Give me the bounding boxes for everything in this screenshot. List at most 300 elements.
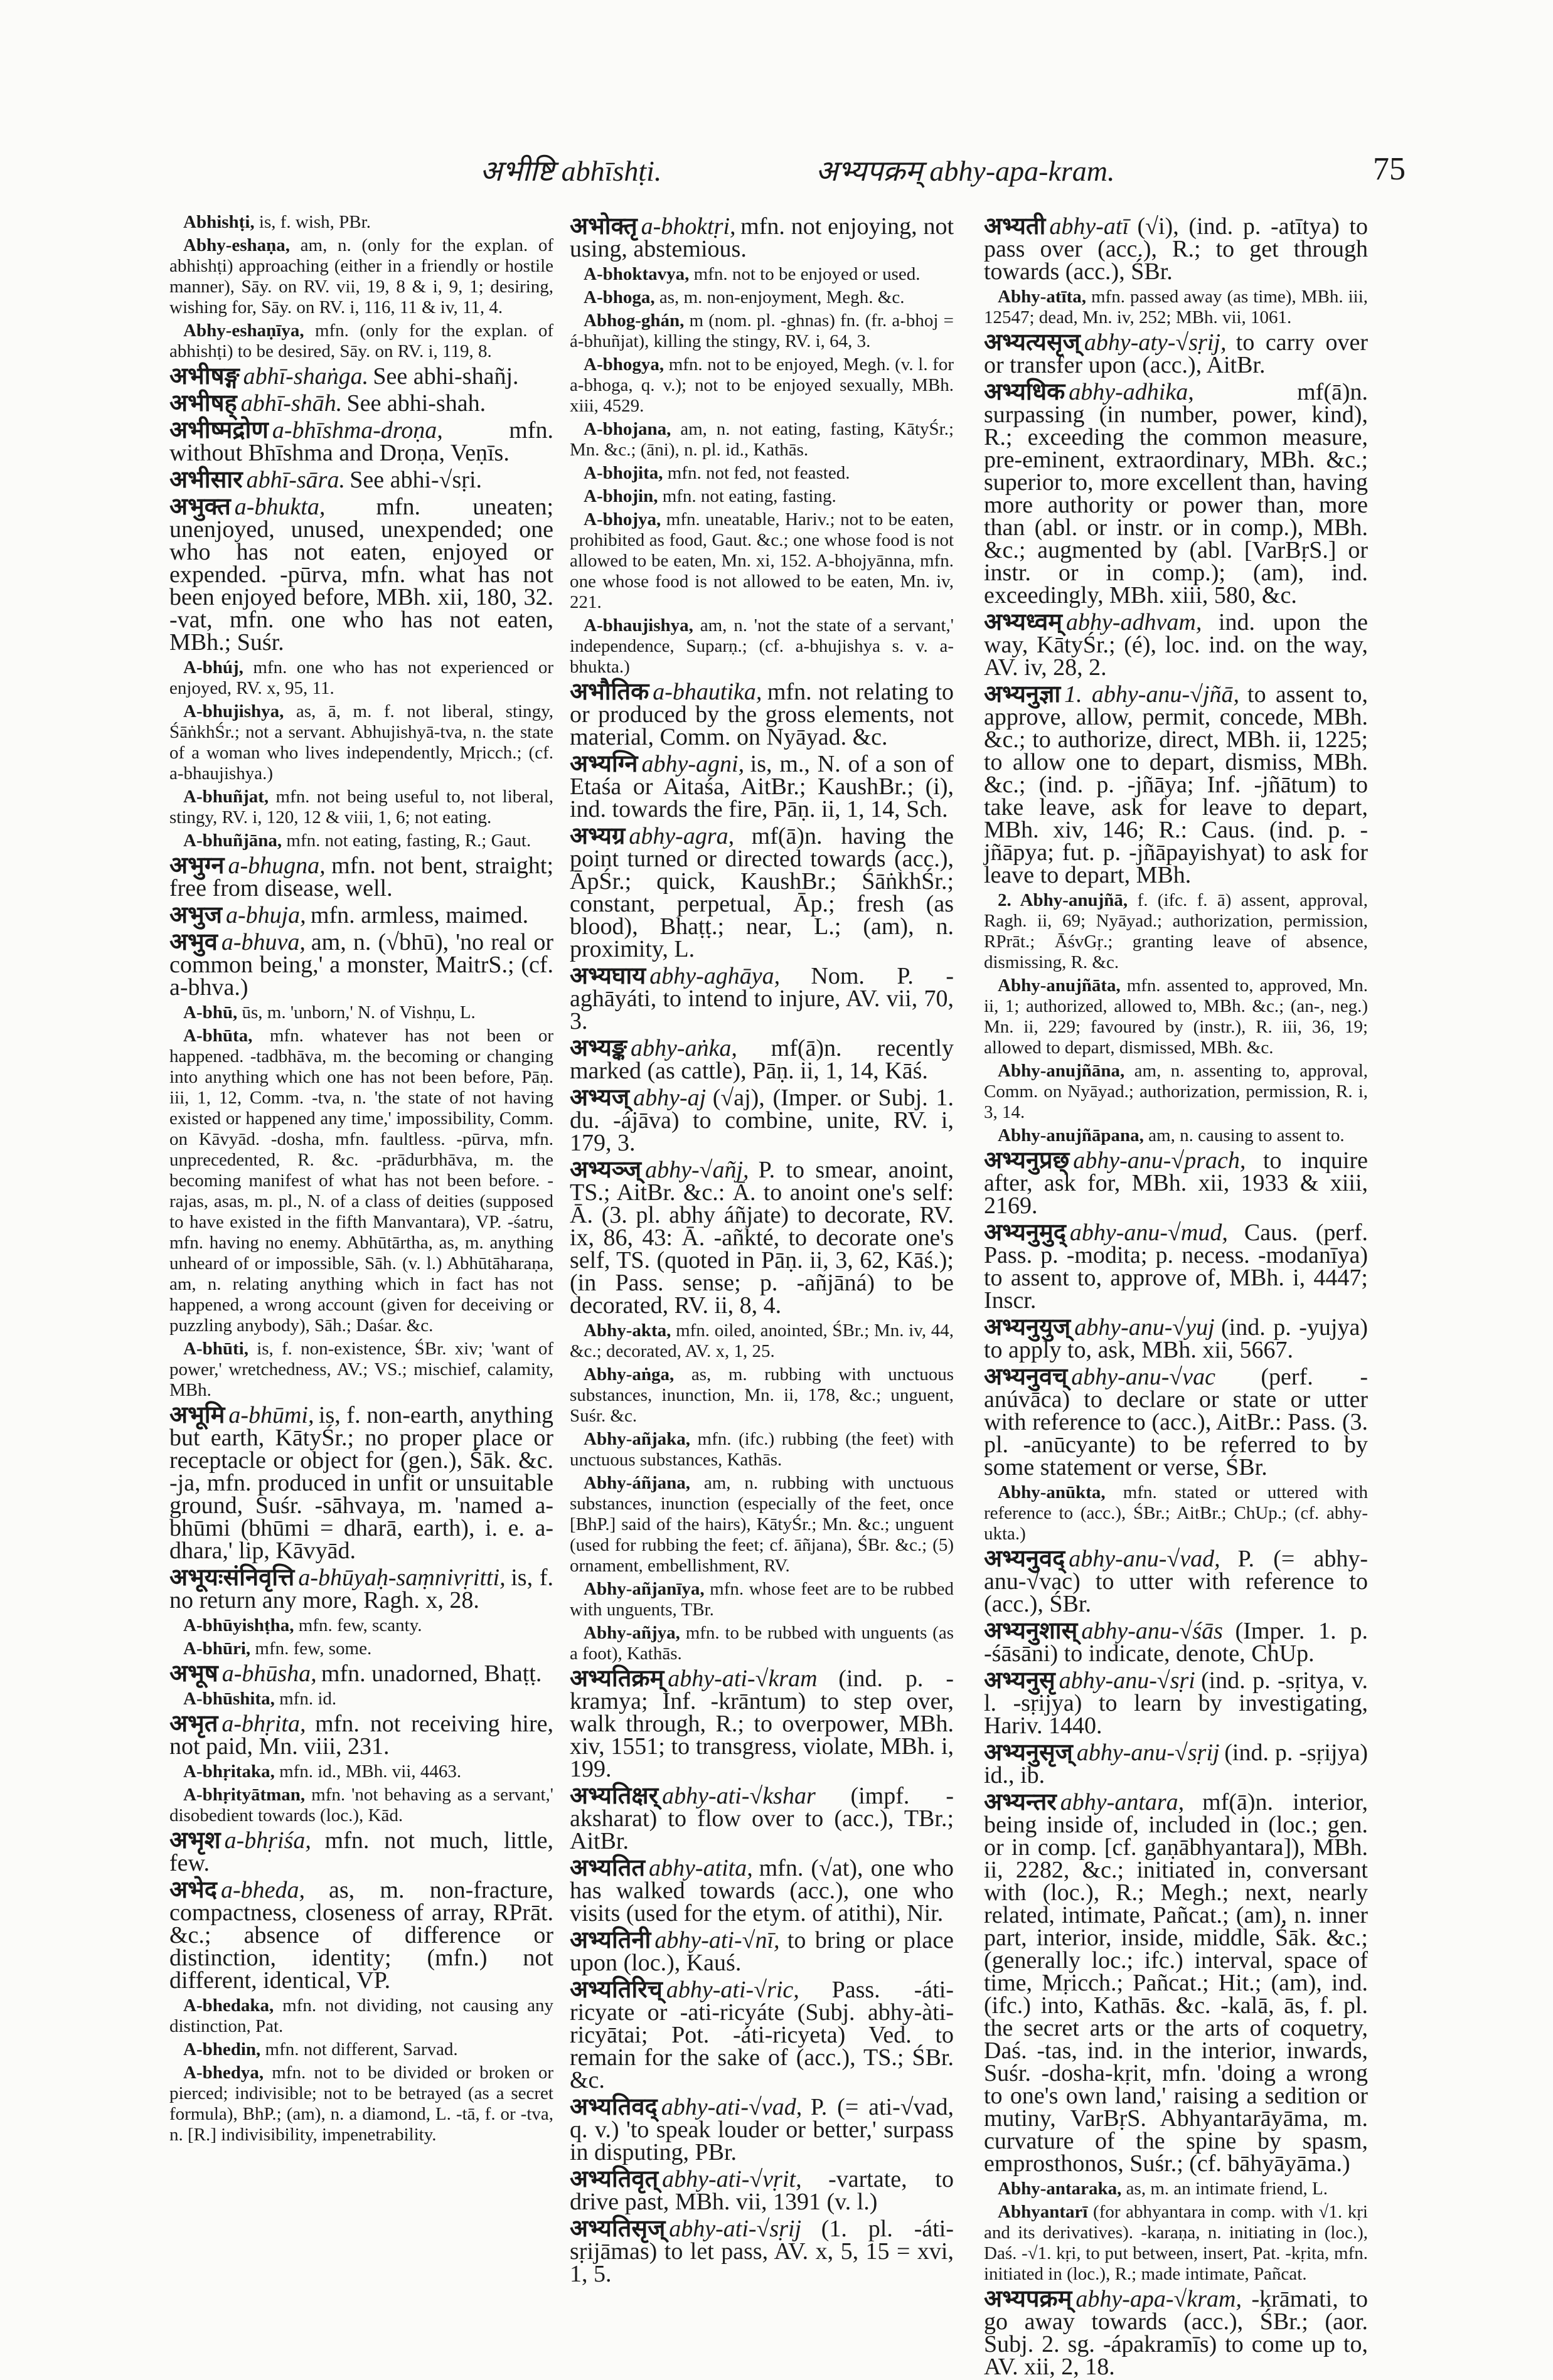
sub-entry — [570, 419, 954, 460]
devanagari-headword: अभ्यनुज्ञा — [984, 680, 1061, 708]
main-entry — [984, 1313, 1369, 1363]
sub-headword: A-bhoga, — [584, 287, 655, 307]
main-entry — [570, 822, 954, 962]
sub-headword: Abhy-akta, — [584, 1320, 671, 1341]
definition-text: mfn. 'not behaving as a servant,' disobedient towards (loc.), Kād. — [169, 1785, 554, 1825]
sub-headword: Abhy-añjanīya, — [584, 1579, 705, 1599]
transliteration: abhy-adhika, — [1069, 379, 1194, 405]
transliteration: abhy-apa-√kram, — [1075, 2286, 1242, 2312]
main-entry — [570, 2093, 954, 2165]
main-entry — [984, 2285, 1368, 2380]
column-1 — [169, 212, 553, 2144]
page-number: 75 — [1373, 151, 1406, 187]
sub-headword: Abhy-áñjana, — [584, 1473, 691, 1493]
sub-headword: A-bhūri, — [183, 1639, 251, 1659]
devanagari-headword: अभेद — [169, 1876, 217, 1903]
definition-text: mfn. few, some. — [255, 1639, 372, 1659]
definition-text: mfn. not being useful to, not liberal, stingy, RV. i, 120, 12 & viii, 1, 6; not eating. — [169, 787, 553, 827]
transliteration: abhy-agni, — [641, 751, 745, 777]
sub-headword: A-bhedaka, — [183, 1995, 274, 2016]
sub-headword: A-bhūyishṭha, — [183, 1615, 294, 1635]
sub-headword: A-bhúj, — [183, 657, 243, 677]
main-entry — [169, 1563, 554, 1613]
transliteration: a-bhuja, — [225, 902, 306, 928]
devanagari-headword: अभीषङ्ग — [169, 362, 240, 390]
transliteration: abhī-sāra. — [246, 467, 345, 493]
transliteration: a-bhautika, — [653, 679, 762, 705]
definition-text: mfn. not eating, fasting. — [662, 486, 836, 506]
transliteration: a-bhṛita, — [221, 1711, 306, 1737]
devanagari-headword: अभ्यतिनी — [570, 1926, 651, 1953]
main-entry — [570, 1664, 954, 1782]
definition-text: mfn. to be rubbed with unguents (as a foot), Kathās. — [570, 1623, 954, 1664]
sub-entry — [570, 264, 954, 285]
devanagari-headword: अभ्यग्र — [570, 822, 626, 849]
sub-headword: A-bhūti, — [183, 1339, 248, 1359]
sub-headword: A-bhogya, — [584, 354, 664, 375]
definition-text: (√aj), (Imper. or Subj. 1. du. -ájāva) to combine, unite, RV. i, 179, 3. — [570, 1085, 954, 1156]
devanagari-headword: अभीसार — [169, 465, 243, 493]
definition-text: (ind. p. -sṛitya, v. l. -sṛijya) to learn by investigating, Hariv. 1440. — [984, 1667, 1369, 1739]
transliteration: a-bhoktṛi, — [641, 213, 736, 240]
definition-text: m (nom. pl. -ghnas) fn. (fr. a-bhoj = á-bhuñjat), killing the stingy, RV. i, 64, 3. — [570, 311, 954, 351]
devanagari-headword: अभ्यत्यसृज् — [984, 328, 1081, 356]
definition-text: mfn. (√at), one who has walked towards (acc.), one who visits (used for the etym. of atithi), Nir. — [570, 1855, 954, 1926]
sub-entry — [169, 2063, 553, 2145]
sub-entry — [169, 657, 553, 699]
main-entry — [169, 901, 553, 928]
devanagari-headword: अभ्यङ्क — [570, 1034, 627, 1061]
transliteration: abhy-ati-√kshar — [662, 1783, 816, 1809]
main-entry — [984, 328, 1368, 378]
transliteration: abhy-anu-√sṛi — [1059, 1667, 1195, 1694]
sub-headword: A-bhūshita, — [183, 1689, 275, 1709]
transliteration: abhy-adhvam, — [1066, 609, 1202, 635]
transliteration: abhy-atita, — [649, 1855, 753, 1881]
transliteration: abhy-ati-√sṛij — [669, 2216, 802, 2242]
definition-text: mfn. whose feet are to be rubbed with unguents, TBr. — [570, 1579, 954, 1620]
sub-entry — [570, 287, 954, 308]
transliteration: abhy-agra, — [629, 823, 735, 849]
definition-text: mfn. (ifc.) rubbing (the feet) with unctuous substances, Kathās. — [570, 1429, 954, 1470]
devanagari-headword: अभ्यज् — [570, 1083, 630, 1111]
sub-headword: A-bhṛitaka, — [183, 1761, 275, 1782]
sub-entry — [169, 1761, 553, 1782]
definition-text: mfn. not much, little, few. — [169, 1827, 553, 1876]
definition-text: ūs, m. 'unborn,' N. of Vishṇu, L. — [242, 1002, 476, 1023]
main-entry — [984, 1788, 1369, 2177]
main-entry — [169, 416, 553, 466]
definition-text: mfn. one who has not experienced or enjoyed, RV. x, 95, 11. — [169, 657, 553, 698]
sub-entry — [570, 615, 954, 677]
definition-text: (perf. -anúvāca) to declare or state or utter with reference to (acc.), AitBr.: Pass. (3. pl. -anūcyante) to be referred to by some statement or verse, ŚBr. — [984, 1364, 1369, 1480]
sub-entry — [570, 1623, 954, 1664]
main-entry — [570, 2214, 954, 2287]
transliteration: a-bhṛiśa, — [224, 1827, 311, 1854]
devanagari-headword: अभ्यतिवद् — [570, 2093, 658, 2120]
sub-entry — [570, 509, 954, 613]
sub-headword: Abhyantarī — [998, 2202, 1088, 2222]
devanagari-headword: अभ्यनुमुद् — [984, 1218, 1066, 1246]
main-entry — [570, 1782, 954, 1854]
sub-entry — [570, 1473, 954, 1576]
sub-headword: A-bhujishya, — [183, 701, 284, 721]
sub-entry — [570, 311, 954, 352]
sub-headword: 2. Abhy-anujñā, — [998, 890, 1128, 910]
devanagari-headword: अभ्यनुसृज् — [984, 1738, 1073, 1766]
header-left-guide-word: अभीष्टि abhīshṭi. — [480, 155, 662, 187]
definition-text: mfn. not to be divided or broken or pierced; indivisible; not to be betrayed (as a secret formula), BhP.; (am), n. a diamond, L. -tā, f. or -tva, n. [R.] indivisibility, impenetrability. — [169, 2063, 553, 2145]
transliteration: a-bhīshma-droṇa, — [272, 417, 443, 444]
sub-entry — [169, 1339, 553, 1401]
transliteration: abhy-ati-√kram — [668, 1665, 818, 1692]
definition-text: is, f. non-earth, anything but earth, KātyŚr.; no proper place or receptacle or object for (gen.), Śāk. &c. -ja, mfn. produced in unfit or unsuitable ground, Suśr. -sāhvaya, m. 'named a-bhūmi (bhūmi = dharā, earth), i. e. a-dhara,' lip, Kāvyād. — [169, 1402, 553, 1564]
devanagari-headword: अभृश — [169, 1826, 221, 1854]
sub-entry — [169, 831, 553, 851]
main-entry — [169, 1401, 553, 1564]
definition-text: mfn. not to be enjoyed or used. — [693, 264, 921, 284]
sub-headword: A-bhedya, — [183, 2063, 264, 2083]
sub-entry — [169, 1615, 553, 1636]
header-right-guide-word: अभ्यपक्रम् abhy-apa-kram. — [816, 155, 1115, 187]
sub-entry — [169, 1002, 553, 1023]
transliteration: abhy-ati-√vṛit, — [662, 2166, 802, 2192]
sub-headword: Abhy-anujñāna, — [998, 1061, 1125, 1081]
definition-text: mfn. passed away (as time), MBh. iii, 12547; dead, Mn. iv, 252; MBh. vii, 1061. — [984, 287, 1369, 327]
sub-headword: Abhog-ghán, — [584, 311, 685, 331]
definition-text: mfn. unadorned, Bhaṭṭ. — [321, 1660, 542, 1687]
definition-text: Nom. P. -aghāyáti, to intend to injure, AV. vii, 70, 3. — [570, 963, 954, 1034]
definition-text: mfn. whatever has not been or happened. -tadbhāva, m. the becoming or changing into anything which one has not been before, Pāṇ. iii, 1, 12, Comm. -tva, n. 'the state of not having existed or happened any time,' impossibility, Comm. on Kāvyād. -dosha, mfn. faultless. -pūrva, mfn. unprecedented, R. &c. -prādurbhāva, m. the becoming manifest of what has not been before. -rajas, asas, m. pl., N. of a class of deities (supposed to have existed in the fifth Manvantara), VP. -śatru, mfn. having no enemy. Abhūtārtha, as, m. anything unheard of or impossible, Sāh. (v. l.) Abhūtāharaṇa, am, n. relating anything which in fact has not happened, a wrong account (given for deceiving or puzzling anybody), Sāh.; Daśar. &c. — [169, 1026, 554, 1336]
devanagari-headword: अभुक्त — [169, 492, 231, 520]
sub-headword: A-bhuñjat, — [183, 787, 269, 807]
definition-text: to assent to, approve, allow, permit, concede, MBh. &c.; to authorize, direct, MBh. ii, 1225; to allow one to depart, dismiss, MBh. &c.; (ind. p. -jñāya; Inf. -jñātum) to take leave, ask for leave to depart, MBh. xiv, 146; R.: Caus. (ind. p. -jñāpya; fut. p. -jñāpayishyat) to ask for leave to depart, MBh. — [984, 681, 1368, 888]
transliteration: abhy-aty-√sṛij, — [1084, 329, 1227, 356]
definition-text: mfn. oiled, anointed, ŚBr.; Mn. iv, 44, &c.; decorated, AV. x, 1, 25. — [570, 1320, 954, 1361]
sub-headword: Abhy-aṅga, — [584, 1364, 675, 1384]
definition-text: to inquire after, ask for, MBh. xii, 1933 & xiii, 2169. — [984, 1147, 1368, 1219]
sub-entry — [570, 1320, 954, 1362]
sub-entry — [984, 975, 1368, 1058]
sub-entry — [570, 1579, 954, 1620]
sub-headword: A-bhedin, — [183, 2039, 261, 2059]
main-entry — [570, 1155, 954, 1319]
sub-headword: A-bhṛityātman, — [183, 1785, 306, 1805]
transliteration: a-bhūmi, — [228, 1402, 314, 1428]
transliteration: abhī-shāh. — [240, 390, 343, 417]
devanagari-headword: अभ्यतिवृत् — [570, 2165, 659, 2192]
sub-headword: A-bhaujishya, — [584, 615, 693, 635]
main-entry — [570, 750, 954, 822]
main-entry — [570, 962, 954, 1034]
definition-text: am, n. (only for the explan. of abhishṭi) approaching (either in a friendly or hostile manner), Sāy. on RV. vii, 19, 8 & i, 9, 1; desiring, wishing for, Sāy. on RV. i, 116, 11 & iv, 11, 4. — [169, 235, 553, 317]
sub-headword: A-bhoktavya, — [584, 264, 690, 284]
definition-text: -krāmati, to go away towards (acc.), ŚBr.; (aor. Subj. 2. sg. -ápakramīs) to come up to, AV. xii, 2, 18. — [984, 2286, 1368, 2380]
main-entry — [984, 1544, 1369, 1617]
definition-text: (√i), (ind. p. -atītya) to pass over (acc.), R.; to get through towards (acc.), ŚBr. — [984, 213, 1368, 285]
main-entry — [570, 212, 954, 262]
definition-text: P. to smear, anoint, TS.; AitBr. &c.: Ā. to anoint one's self: Ā. (3. pl. abhy áñjate) to decorate, RV. ix, 86, 43: Ā. -añkté, to decorate one's self, TS. (quoted in Pāṇ. ii, 3, 62, Kāś.); (in Pass. sense; p. -añjāná) to be decorated, RV. ii, 8, 4. — [570, 1157, 954, 1319]
sub-headword: Abhy-añjaka, — [584, 1429, 691, 1449]
devanagari-headword: अभोक्तृ — [570, 212, 638, 240]
definition-text: (1. pl. -áti-sṛijāmas) to let pass, AV. x, 5, 15 = xvi, 1, 5. — [570, 2216, 954, 2287]
transliteration: abhy-ati-√ric, — [666, 1977, 799, 2003]
main-entry — [570, 1926, 954, 1976]
definition-text: mfn. not relating to or produced by the gross elements, not material, Comm. on Nyāyad. &c. — [570, 679, 954, 750]
sub-headword: Abhy-anujñāta, — [998, 975, 1121, 996]
devanagari-headword: अभीषह् — [169, 389, 237, 417]
devanagari-headword: अभूयःसंनिवृत्ति — [169, 1563, 295, 1591]
main-entry — [570, 1975, 954, 2093]
definition-text: am, n. rubbing with unctuous substances, inunction (especially of the feet, once [BhP.] said of the hairs), KātyŚr.; Mn. &c.; unguent (used for rubbing the feet; cf. āñjana), ŚBr. &c.; (5) ornament, embellishment, RV. — [570, 1473, 954, 1576]
main-entry — [169, 1826, 553, 1876]
transliteration: a-bheda, — [220, 1877, 305, 1903]
devanagari-headword: अभ्यपक्रम् — [984, 2285, 1072, 2312]
devanagari-headword: अभौतिक — [570, 677, 649, 705]
devanagari-headword: अभीष्मद्रोण — [169, 416, 269, 444]
transliteration: a-bhugna, — [228, 853, 326, 879]
main-entry — [169, 362, 553, 390]
transliteration: abhī-shaṅga. — [243, 363, 369, 390]
sub-headword: Abhy-añjya, — [584, 1623, 680, 1643]
transliteration: abhy-anu-√śās — [1081, 1618, 1223, 1644]
definition-text: mfn. not receiving hire, not paid, Mn. viii, 231. — [169, 1711, 553, 1760]
definition-text: P. (= abhy-anu-√vac) to utter with reference to (acc.), ŚBr. — [984, 1546, 1369, 1617]
definition-text: (for abhyantara in comp. with √1. kṛi and its derivatives). -karaṇa, n. initiating in (loc.), Daś. -√1. kṛi, to put between, insert, Pat. -kṛita, mfn. initiated in (loc.), R.; made intimate, Pañcat. — [984, 2202, 1368, 2284]
transliteration: abhy-aj — [633, 1085, 707, 1111]
transliteration: abhy-anu-√vac — [1071, 1364, 1215, 1390]
transliteration: abhy-√añj, — [645, 1157, 749, 1183]
main-entry — [570, 1083, 954, 1156]
main-entry — [984, 212, 1368, 285]
definition-text: mfn. not eating, fasting, R.; Gaut. — [286, 831, 531, 851]
definition-text: mfn. armless, maimed. — [310, 902, 529, 928]
definition-text: mfn. not enjoying, not using, abstemious. — [570, 213, 954, 262]
devanagari-headword: अभूष — [169, 1659, 218, 1687]
devanagari-headword: अभ्यती — [984, 212, 1046, 240]
transliteration: abhy-anu-√vad, — [1069, 1546, 1220, 1572]
devanagari-headword: अभ्यनुप्रछ् — [984, 1146, 1070, 1174]
main-entry — [570, 1854, 954, 1926]
sub-headword: A-bhūta, — [183, 1026, 253, 1046]
sub-headword: A-bhū, — [183, 1002, 238, 1023]
devanagari-headword: अभ्यघाय — [570, 962, 646, 989]
main-entry — [570, 2165, 954, 2215]
main-entry — [984, 1218, 1368, 1314]
transliteration: abhy-anu-√mud, — [1069, 1219, 1228, 1246]
main-entry — [169, 851, 554, 901]
definition-text: (Imper. 1. p. -śāsāni) to indicate, denote, ChUp. — [984, 1618, 1369, 1667]
devanagari-headword: अभ्यतित — [570, 1854, 646, 1881]
devanagari-headword: अभुज — [169, 901, 222, 928]
sub-headword: A-bhojana, — [584, 419, 671, 439]
sub-headword: Abhy-antaraka, — [998, 2179, 1122, 2199]
sub-entry — [570, 463, 954, 484]
definition-text: mfn. not fed, not feasted. — [667, 463, 850, 483]
transliteration: a-bhukta, — [234, 494, 326, 520]
devanagari-headword: अभ्यञ्ज् — [570, 1155, 642, 1183]
definition-text: is, f. no return any more, Ragh. x, 28. — [169, 1565, 554, 1613]
definition-text: P. (= ati-√vad, q. v.) 'to speak louder or better,' surpass in disputing, PBr. — [570, 2094, 954, 2165]
devanagari-headword: अभ्यध्वम् — [984, 608, 1063, 635]
transliteration: abhy-aṅka, — [630, 1035, 737, 1061]
devanagari-headword: अभ्यन्तर — [984, 1788, 1057, 1815]
definition-text: am, n. assenting to, approval, Comm. on Nyāyad.; authorization, permission, R. i, 3, 14. — [984, 1061, 1369, 1122]
main-entry — [984, 1666, 1369, 1739]
main-entry — [984, 608, 1368, 681]
definition-text: (impf. -aksharat) to flow over to (acc.), TBr.; AitBr. — [570, 1783, 954, 1854]
transliteration: abhy-aghāya, — [649, 963, 781, 989]
definition-text: -vartate, to drive past, MBh. vii, 1391 (v. l.) — [570, 2166, 954, 2215]
main-entry — [169, 1876, 553, 1994]
devanagari-headword: अभुग्न — [169, 851, 225, 879]
sub-entry — [570, 1364, 954, 1426]
transliteration: a-bhūyaḥ-saṃnivṛitti, — [298, 1565, 506, 1591]
main-entry — [984, 680, 1368, 888]
sub-entry — [169, 1785, 553, 1826]
main-entry — [984, 1738, 1368, 1788]
sub-entry — [984, 2179, 1368, 2199]
definition-text: mfn. uneaten; unenjoyed, unused, unexpended; one who has not eaten, enjoyed or expended. -pūrva, mfn. what has not been enjoyed before, MBh. xii, 180, 32. -vat, mfn. one who has not eaten, MBh.; Suśr. — [169, 494, 553, 656]
sub-entry — [984, 1482, 1368, 1544]
definition-text: f. (ifc. f. ā) assent, approval, Ragh. ii, 69; Nyāyad.; authorization, permission, RPrāt.; ĀśvGṛ.; granting leave of absence, dismissing, R. &c. — [984, 890, 1368, 972]
main-entry — [169, 465, 553, 493]
definition-text: ind. upon the way, KātyŚr.; (é), loc. ind. on the way, AV. iv, 28, 2. — [984, 609, 1368, 681]
sub-entry — [984, 2202, 1368, 2285]
definition-text: mf(ā)n. recently marked (as cattle), Pāṇ. ii, 1, 14, Kāś. — [570, 1035, 954, 1084]
definition-text: See abhi-shañj. — [373, 363, 519, 390]
sub-entry — [570, 1429, 954, 1470]
sub-entry — [169, 1026, 553, 1336]
devanagari-headword: अभ्यनुवद् — [984, 1544, 1065, 1572]
definition-text: (ind. p. -kramya; Inf. -krāntum) to step over, walk through, R.; to overpower, MBh. xiv, 1551; to transgress, violate, MBh. i, 199. — [570, 1665, 954, 1782]
transliteration: abhy-anu-√sṛij — [1076, 1740, 1220, 1766]
main-entry — [984, 378, 1368, 608]
devanagari-headword: अभूमि — [169, 1401, 225, 1428]
definition-text: See abhi-√sṛi. — [350, 467, 483, 493]
sub-headword: A-bhojita, — [584, 463, 663, 483]
definition-text: mfn. id. — [279, 1689, 337, 1709]
transliteration: abhy-atī — [1049, 213, 1129, 240]
devanagari-headword: अभ्यतिसृज् — [570, 2214, 666, 2242]
devanagari-headword: अभ्यनुवच् — [984, 1363, 1068, 1390]
devanagari-headword: अभ्यनुयुज् — [984, 1313, 1071, 1341]
devanagari-headword: अभुव — [169, 928, 218, 955]
column-2 — [570, 212, 954, 2287]
sub-entry — [169, 321, 553, 362]
main-entry — [984, 1617, 1369, 1667]
sub-headword: A-bhuñjāna, — [183, 831, 282, 851]
definition-text: mfn. uneatable, Hariv.; not to be eaten, prohibited as food, Gaut. &c.; one whose food is not allowed to be eaten, Mn. xi, 152. A-bhojyānna, mfn. one whose food is not allowed to be eaten, Mn. iv, 221. — [570, 509, 954, 612]
transliteration: abhy-ati-√vad, — [661, 2094, 803, 2120]
definition-text: mfn. stated or uttered with reference to (acc.), ŚBr.; AitBr.; ChUp.; (cf. abhy-ukta.) — [984, 1482, 1369, 1544]
sub-headword: Abhishṭi, — [183, 212, 255, 232]
column-3 — [984, 212, 1369, 2380]
transliteration: abhy-antara, — [1060, 1789, 1185, 1815]
transliteration: a-bhuva, — [221, 929, 306, 955]
main-entry — [169, 1659, 553, 1687]
definition-text: mf(ā)n. having the point turned or directed towards (acc.), ĀpŚr.; quick, KaushBr.; ŚāṅkhŚr.; constant, perpetual, Āp.; fresh (as blood), Bhaṭṭ.; near, L.; (am), n. proximity, L. — [570, 823, 954, 962]
transliteration: a-bhūsha, — [221, 1660, 317, 1687]
main-entry — [570, 677, 954, 750]
definition-text: (ind. p. -sṛijya) id., ib. — [984, 1740, 1368, 1788]
definition-text: mfn. not dividing, not causing any distinction, Pat. — [169, 1995, 553, 2036]
main-entry — [169, 928, 553, 1001]
definition-text: mf(ā)n. surpassing (in number, power, kind), R.; exceeding the common measure, pre-eminent, extraordinary, MBh. &c.; superior to, more excellent than, having more authority or power than, more than (abl. or instr. or in comp.), MBh. &c.; augmented by (abl. [VarBṛS.] or instr. or in comp.); (am), ind. exceedingly, MBh. xiii, 580, &c. — [984, 379, 1368, 608]
definition-text: mfn. not different, Sarvad. — [265, 2039, 458, 2059]
definition-text: is, f. wish, PBr. — [259, 212, 371, 232]
definition-text: as, m. an intimate friend, L. — [1126, 2179, 1328, 2199]
main-entry — [169, 1709, 553, 1760]
definition-text: am, n. (√bhū), 'no real or common being,' a monster, MaitrS.; (cf. a-bhva.) — [169, 929, 553, 1001]
definition-text: as, m. rubbing with unctuous substances, inunction, Mn. ii, 178, &c.; unguent, Suśr. &c. — [570, 1364, 954, 1426]
transliteration: 1. abhy-anu-√jñā, — [1064, 681, 1240, 708]
transliteration: abhy-anu-√prach, — [1073, 1147, 1246, 1174]
sub-entry — [984, 1125, 1368, 1146]
devanagari-headword: अभ्यनुसृ — [984, 1666, 1055, 1694]
definition-text: Caus. (perf. Pass. p. -modita; p. necess. -modanīya) to assent to, approve of, MBh. i, 4447; Inscr. — [984, 1219, 1368, 1314]
sub-headword: Abhy-anūkta, — [998, 1482, 1106, 1502]
devanagari-headword: अभ्यतिरिच् — [570, 1975, 663, 2003]
devanagari-headword: अभ्यतिक्रम् — [570, 1664, 664, 1692]
definition-text: mfn. not to be enjoyed, Megh. (v. l. for a-bhoga, q. v.); not to be enjoyed sexually, MBh. xiii, 4529. — [570, 354, 954, 416]
sub-headword: Abhy-anujñāpana, — [998, 1125, 1144, 1145]
definition-text: mf(ā)n. interior, being inside of, included in (loc.; gen. or in comp. [cf. gaṇābhyantara]), MBh. ii, 2282, &c.; initiated in, conversant with (loc.), R.; Megh.; next, nearly related, intimate, Pañcat.; (am), n. inner part, interior, inside, middle, Śāk. &c.; (generally loc.; ifc.) interval, space of time, Mṛicch.; Pañcat.; Hit.; (am), ind. (ifc.) into, Kathās. &c. -kalā, ās, f. pl. the secret arts or the arts of coquetry, Daś. -tas, ind. in the interior, inwards, Suśr. -dosha-kṛit, mfn. 'doing a wrong to one's own land,' raising a sedition or mutiny, VarBṛS. Abhyantarāyāma, m. curvature of the spine by spasm, emprosthonos, Suśr.; (cf. bāhyāyāma.) — [984, 1789, 1369, 2177]
sub-entry — [984, 287, 1368, 328]
main-entry — [169, 492, 553, 656]
main-entry — [570, 1034, 954, 1084]
definition-text: mfn. assented to, approved, Mn. ii, 1; authorized, allowed to, MBh. &c.; (an-, neg.) Mn. ii, 229; favoured by (instr.), R. iii, 36, 19; allowed to depart, dismissed, MBh. &c. — [984, 975, 1369, 1058]
sub-entry — [169, 212, 553, 233]
sub-headword: A-bhojin, — [584, 486, 658, 506]
sub-entry — [169, 1639, 553, 1659]
sub-entry — [169, 1689, 553, 1709]
definition-text: as, m. non-fracture, compactness, closeness of array, RPrāt. &c.; absence of difference or distinction, identity; (mfn.) not different, identical, VP. — [169, 1877, 553, 1994]
definition-text: Pass. -áti-ricyate or -ati-ricyáte (Subj. abhy-àti-ricyātai; Pot. -áti-ricyeta) Ved. to remain for the sake of (acc.), TS.; ŚBr. &c. — [570, 1977, 954, 2093]
transliteration: abhy-ati-√nī, — [654, 1927, 780, 1953]
sub-entry — [169, 787, 553, 828]
running-header — [166, 151, 1406, 201]
definition-text: as, ā, m. f. not liberal, stingy, ŚāṅkhŚr.; not a servant. Abhujishyā-tva, n. the state of a woman who lives independently, Mṛicch.; (cf. a-bhaujishya.) — [169, 701, 554, 784]
devanagari-headword: अभृत — [169, 1709, 218, 1737]
devanagari-headword: अभ्यतिक्षर् — [570, 1782, 659, 1809]
sub-entry — [169, 701, 553, 784]
definition-text: am, n. 'not the state of a servant,' independence, Suparṇ.; (cf. a-bhujishya s. v. a-bhukta.) — [570, 615, 954, 677]
sub-entry — [984, 890, 1368, 973]
definition-text: mfn. few, scanty. — [298, 1615, 422, 1635]
definition-text: mfn. (only for the explan. of abhishṭi) to be desired, Sāy. on RV. i, 119, 8. — [169, 321, 553, 361]
definition-text: mfn. id., MBh. vii, 4463. — [279, 1761, 462, 1782]
sub-entry — [169, 1995, 553, 2037]
main-entry — [169, 389, 553, 417]
definition-text: to bring or place upon (loc.), Kauś. — [570, 1927, 954, 1976]
devanagari-headword: अभ्यधिक — [984, 378, 1065, 405]
sub-entry — [169, 2039, 553, 2060]
definition-text: mfn. without Bhīshma and Droṇa, Veṇīs. — [169, 417, 553, 466]
sub-headword: Abhy-eshaṇīya, — [183, 321, 304, 341]
sub-entry — [169, 235, 553, 318]
definition-text: (ind. p. -yujya) to apply to, ask, MBh. xii, 5667. — [984, 1314, 1369, 1363]
sub-entry — [984, 1061, 1368, 1123]
main-entry — [984, 1363, 1369, 1480]
definition-text: to carry over or transfer upon (acc.), AitBr. — [984, 329, 1368, 378]
definition-text: am, n. causing to assent to. — [1148, 1125, 1345, 1145]
devanagari-headword: अभ्यग्नि — [570, 750, 638, 777]
sub-headword: Abhy-eshaṇa, — [183, 235, 291, 255]
definition-text: is, m., N. of a son of Etaśa or Aitaśa, AitBr.; KaushBr.; (i), ind. towards the fire, Pāṇ. ii, 1, 14, Sch. — [570, 751, 954, 822]
definition-text: See abhi-shah. — [346, 390, 486, 417]
sub-entry — [570, 354, 954, 417]
